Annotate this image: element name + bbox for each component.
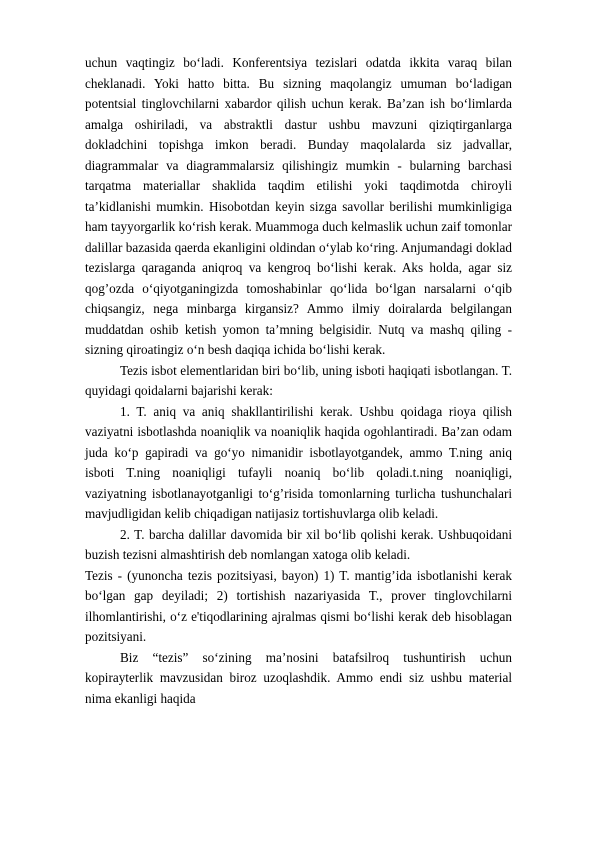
body-text xyxy=(85,53,512,709)
paragraph-thesis-definition: Tezis isbot elementlaridan biri bo‘lib, uning isboti haqiqati isbotlangan. T. quyidagi qoidalarni bajarishi kerak: xyxy=(85,362,512,398)
paragraph-closing: Biz “tezis” so‘zining ma’nosini batafsilroq tushuntirish uchun kopirayterlik mavzusidan biroz uzoqlashdik. Ammo endi siz ushbu material nima ekanligi haqida xyxy=(85,649,512,706)
paragraph-rule-2: 2. T. barcha dalillar davomida bir xil bo‘lib qolishi kerak. Ushbuqoidani buzish tezisni almashtirish deb nomlangan xatoga olib keladi. xyxy=(85,526,512,562)
paragraph-tezis-etymology: Tezis - (yunoncha tezis pozitsiyasi, bayon) 1) T. mantig’ida isbotlanishi kerak bo‘lgan gap deyiladi; 2) tortishish nazariyasida T., prover tinglovchilarni ilhomlantirishi, o‘z e'tiqodlarining ajralmas qismi bo‘lishi kerak deb hisoblagan pozitsiyani. xyxy=(85,567,512,644)
paragraph-continuation: uchun vaqtingiz bo‘ladi. Konferentsiya tezislari odatda ikkita varaq bilan cheklanadi. Yoki hatto bitta. Bu sizning maqolangiz umuman bo‘ladigan potentsial tinglovchilarni xabardor qilish uchun kerak. Ba’zan ish bo‘limlarda amalga oshiriladi, va abstraktli dastur ushbu mavzuni qiziqtirganlarga dokladchini topishga imkon beradi. Bunday maqolalarda siz jadvallar, diagrammalar va diagrammalarsiz qilishingiz mumkin - bularning barchasi tarqatma materiallar shaklida taqdim etilishi yoki taqdimotda chiroyli ta’kidlanishi mumkin. Hisobotdan keyin sizga savollar berilishi mumkinligiga ham tayyorgarlik ko‘rish kerak. Muammoga duch kelmaslik uchun zaif tomonlar dalillar bazasida qaerda ekanligini oldindan o‘ylab ko‘ring. Anjumandagi doklad tezislarga qaraganda aniqroq va kengroq bo‘lishi kerak. Aks holda, agar siz qog’ozda o‘qiyotganingizda tomoshabinlar qo‘lida bo‘lgan narsalarni o‘qib chiqsangiz, nega minbarga kirgansiz? Ammo ilmiy doiralarda belgilangan muddatdan oshib ketish yomon ta’mning belgisidir. Nutq va mashq qiling - sizning qiroatingiz o‘n besh daqiqa ichida bo‘lishi kerak. xyxy=(85,55,512,357)
paragraph-rule-1: 1. T. aniq va aniq shakllantirilishi kerak. Ushbu qoidaga rioya qilish vaziyatni isbotlashda noaniqlik va noaniqlik haqida ogohlantiradi. Ba’zan odam juda ko‘p gapiradi va go‘yo nimanidir isbotlayotgandek, ammo T.ning aniq isboti T.ning noaniqligi tufayli noaniq bo‘lib qoladi.t.ning noaniqligi, vaziyatning isbotlanayotganligi to‘g’risida tomonlarning turlicha tushunchalari mavjudligidan kelib chiqadigan natijasiz tortishuvlarga olib keladi. xyxy=(85,403,512,521)
